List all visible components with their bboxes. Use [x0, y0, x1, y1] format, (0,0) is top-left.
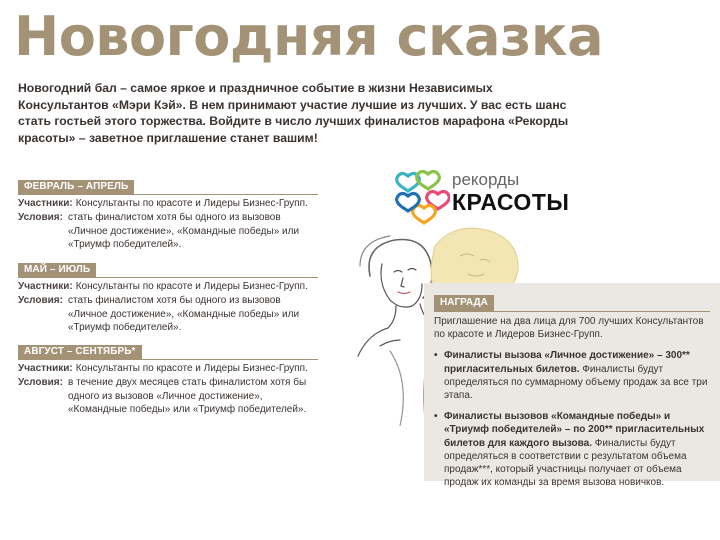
conditions-value: стать финалистом хотя бы одного из вызовов «Личное достижение», «Командные победы» или «Триумф победителей».: [68, 294, 300, 334]
conditions-value: в течение двух месяцев стать финалистом хотя бы одного из вызовов «Личное достижение», «Командные победы» или «Триумф победителей».: [68, 376, 307, 416]
logo-big-text: КРАСОТЫ: [452, 189, 570, 215]
conditions-label: Условия:: [18, 211, 63, 223]
award-tag: НАГРАДА: [434, 295, 494, 311]
conditions-value: стать финалистом хотя бы одного из вызовов «Личное достижение», «Командные победы» или «Триумф победителей».: [68, 211, 300, 251]
award-panel: [424, 283, 720, 489]
hearts-logo-icon: [392, 168, 450, 226]
award-divider: [434, 311, 710, 312]
bullet-mark: •: [434, 411, 438, 423]
participants-label: Участники:: [18, 198, 73, 209]
section-tag-aug-sep: АВГУСТ – СЕНТЯБРЬ*: [18, 345, 142, 359]
section-tag-may-jul: МАЙ – ИЮЛЬ: [18, 263, 96, 277]
bullet-2-bold: Финалисты вызовов «Командные победы» и «Триумф победителей» – по 200** пригласительных билетов для каждого вызова.: [444, 411, 705, 449]
award-bullet-2: [434, 410, 710, 489]
logo-small-text: рекорды: [452, 170, 520, 189]
page-title: Новогодняя сказка: [14, 5, 604, 68]
award-bullet-1: [434, 349, 710, 402]
section-divider: [18, 277, 318, 278]
section-block-feb-apr: [18, 197, 318, 252]
conditions-label: Условия:: [18, 376, 63, 388]
section-tag-feb-apr: ФЕВРАЛЬ – АПРЕЛЬ: [18, 180, 134, 194]
section-divider: [18, 194, 318, 195]
participants-value: Консультанты по красоте и Лидеры Бизнес-Групп.: [75, 281, 308, 292]
participants-label: Участники:: [18, 363, 73, 374]
section-divider: [18, 359, 318, 360]
bullet-2-rest: Финалисты будут определяться в соответствии с результатом объема продаж***, который участницы получает от объема продаж их команды за время вызова новичков.: [444, 437, 687, 489]
conditions-label: Условия:: [18, 294, 63, 306]
participants-label: Участники:: [18, 281, 73, 292]
participants-value: Консультанты по красоте и Лидеры Бизнес-Групп.: [75, 363, 308, 374]
award-intro: Приглашение на два лица для 700 лучших Консультантов по красоте и Лидеров Бизнес-Групп.: [434, 316, 704, 341]
section-block-may-jul: [18, 280, 318, 335]
section-block-aug-sep: [18, 362, 318, 417]
records-of-beauty-logo: [392, 168, 572, 226]
bullet-mark: •: [434, 350, 438, 362]
award-text: [434, 315, 710, 497]
participants-value: Консультанты по красоте и Лидеры Бизнес-Групп.: [75, 198, 308, 209]
bullet-1-rest: Финалисты будут определяться по суммарному объему продаж за все три этапа.: [444, 363, 708, 402]
intro-paragraph: Новогодний бал – самое яркое и праздничное событие в жизни Независимых Консультантов «Мэри Кэй». В нем принимают участие лучшие из лучших. У вас есть шанс стать гостьей этого торжества. Войдите в число лучших финалистов марафона «Рекорды красоты» – заветное приглашение станет вашим!: [18, 81, 569, 145]
bullet-1-bold: Финалисты вызова «Личное достижение» – 300** пригласительных билетов.: [444, 350, 690, 375]
